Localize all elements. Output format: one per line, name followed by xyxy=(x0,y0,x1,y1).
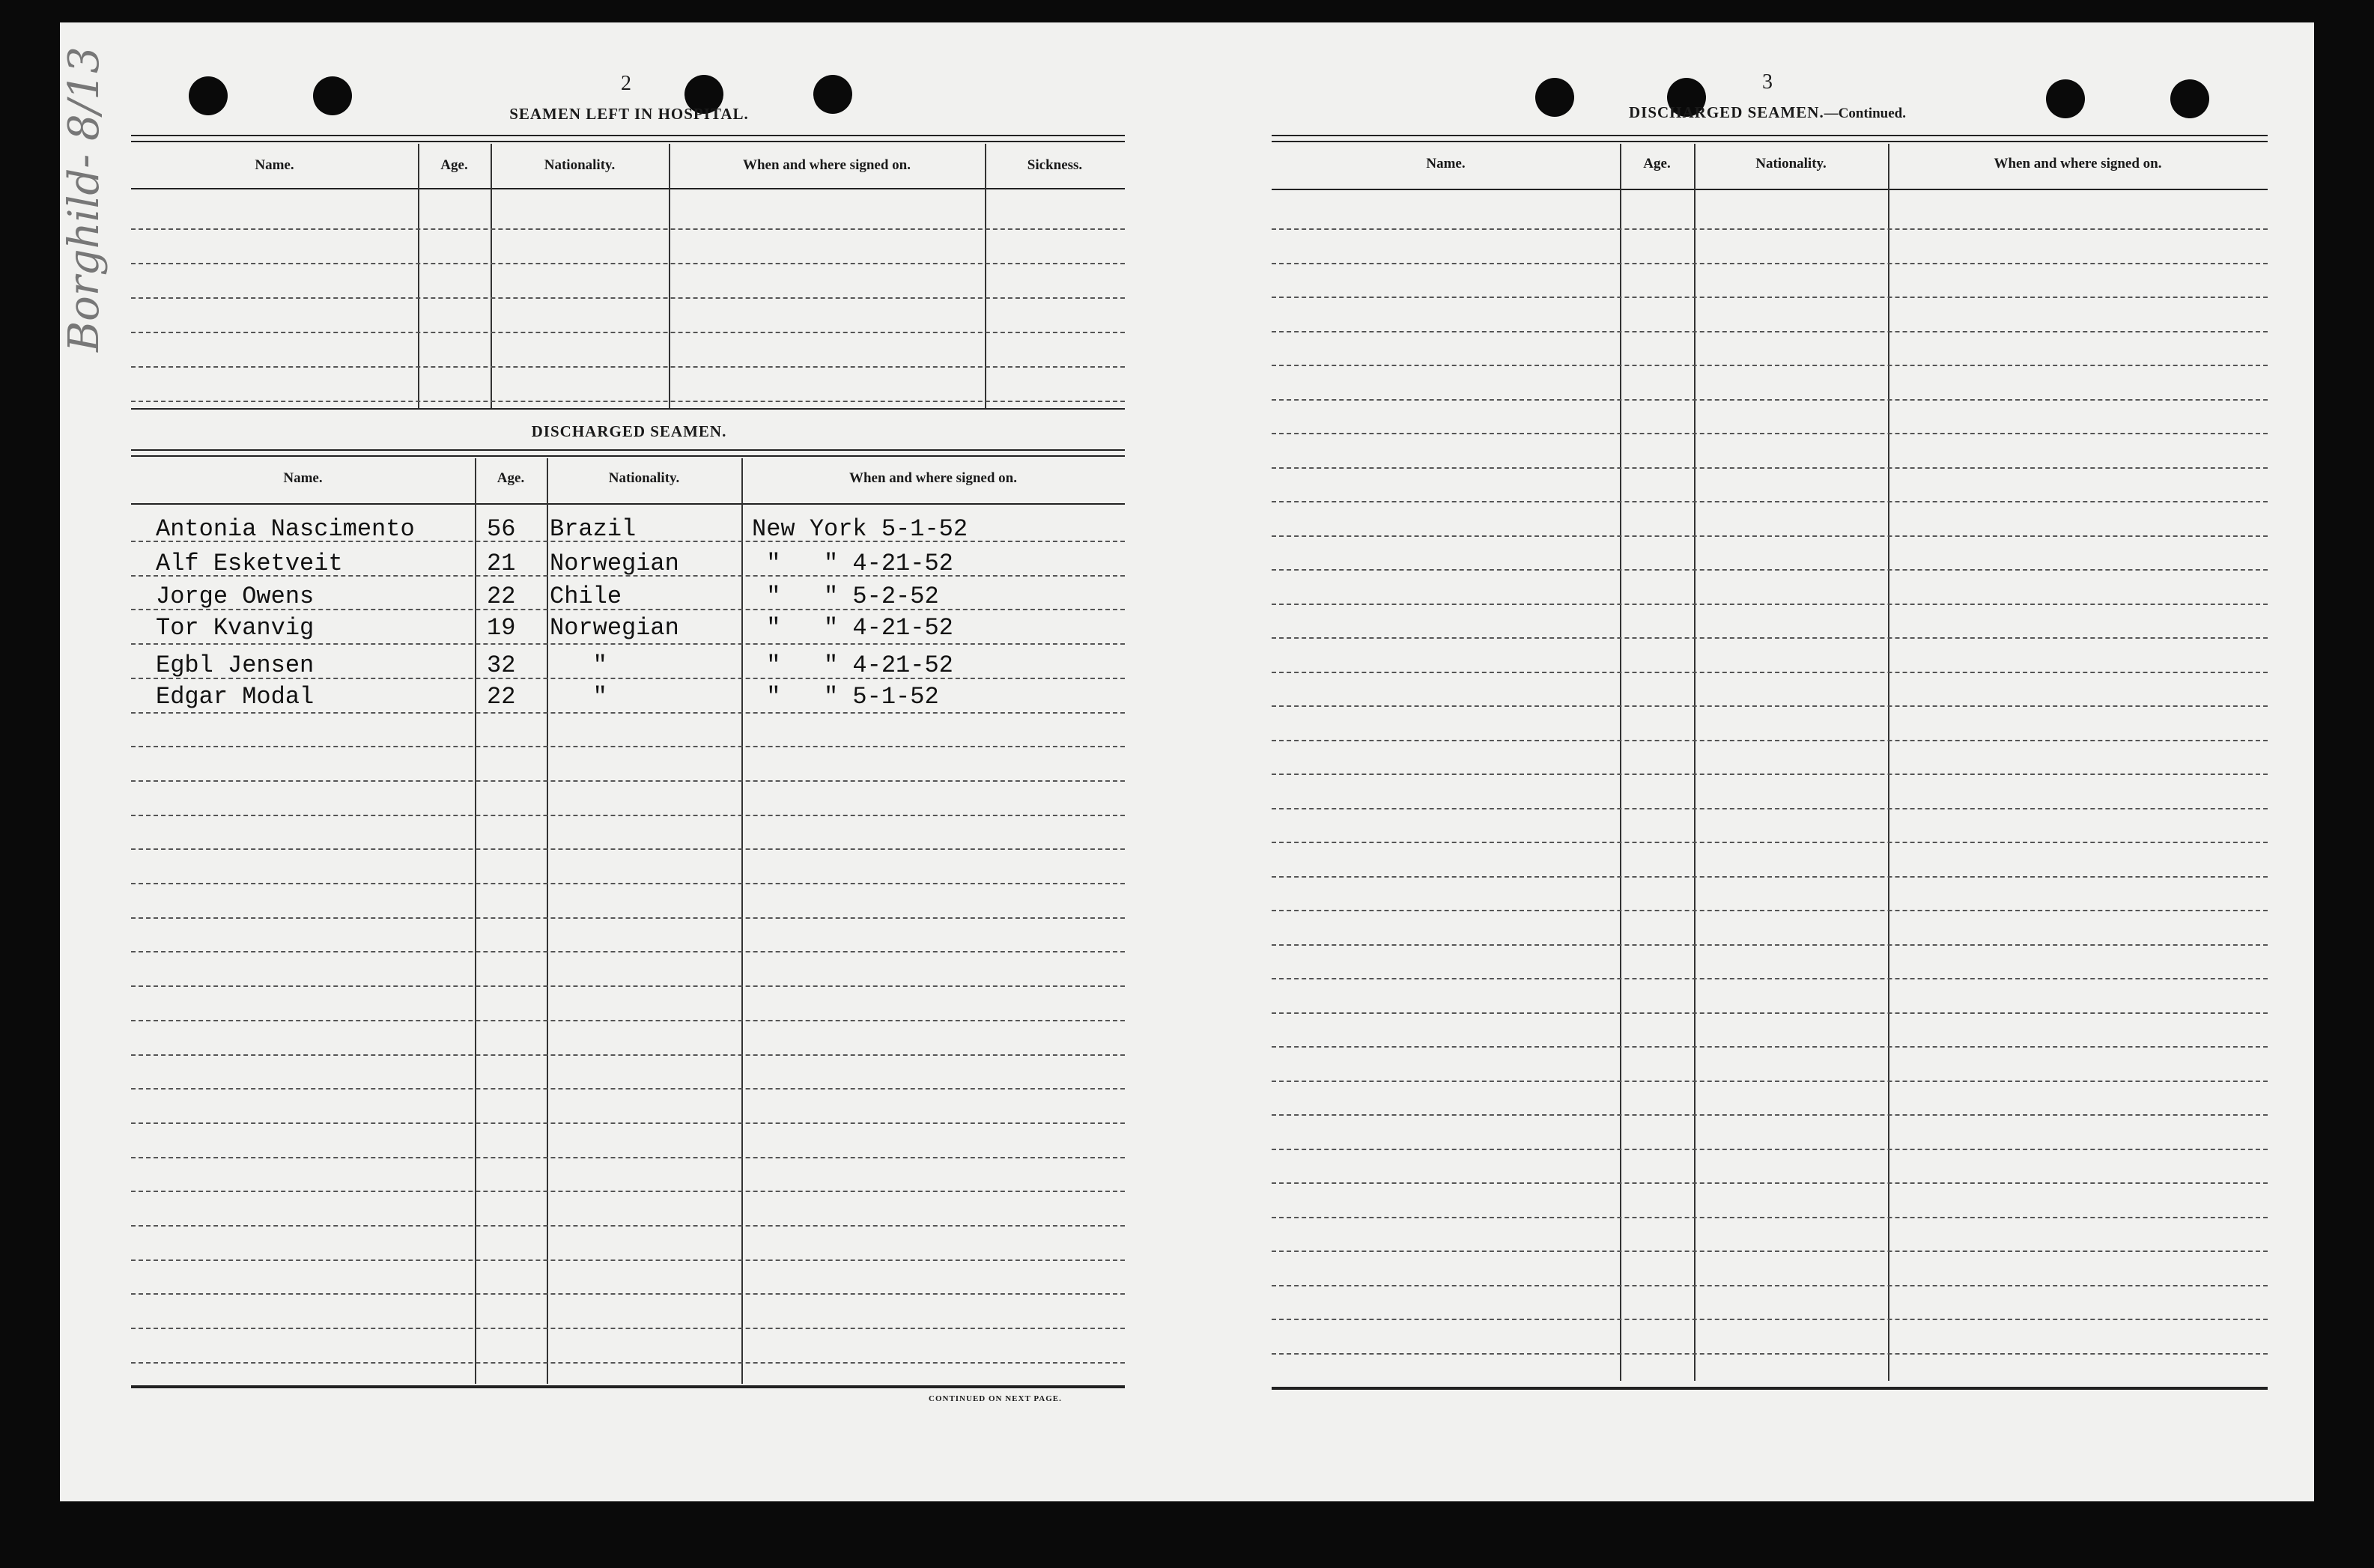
ruled-line xyxy=(1272,1353,2268,1355)
ruled-line xyxy=(131,401,1125,402)
ruled-line xyxy=(1272,569,2268,571)
ruled-line xyxy=(1272,1012,2268,1014)
hospital-col-sickness: Sickness. xyxy=(1027,157,1083,173)
ruled-line xyxy=(131,1191,1125,1192)
hospital-col-age: Age. xyxy=(440,157,468,173)
punch-hole xyxy=(313,76,352,115)
ruled-line xyxy=(131,297,1125,299)
ruled-line xyxy=(131,780,1125,782)
ruled-line xyxy=(1272,944,2268,946)
right-title-main: DISCHARGED SEAMEN. xyxy=(1629,103,1824,121)
ruled-line xyxy=(1272,501,2268,502)
discharged-section-title: DISCHARGED SEAMEN. xyxy=(531,422,727,440)
ruled-line xyxy=(131,228,1125,230)
seaman-age: 21 xyxy=(487,550,516,577)
hospital-section-title: SEAMEN LEFT IN HOSPITAL. xyxy=(509,105,749,123)
seaman-name: Tor Kvanvig xyxy=(156,614,315,642)
ruled-line xyxy=(1272,467,2268,469)
hospital-col-signed-on: When and where signed on. xyxy=(742,157,911,173)
seaman-age: 22 xyxy=(487,583,516,610)
ruled-line xyxy=(1272,535,2268,537)
ruled-line xyxy=(1272,1149,2268,1150)
ruled-line xyxy=(1272,365,2268,366)
ruled-line xyxy=(1272,263,2268,264)
ruled-line xyxy=(131,1157,1125,1158)
ruled-line xyxy=(1272,1046,2268,1048)
seaman-signed-on: " " 5-2-52 xyxy=(752,583,939,610)
ruled-line xyxy=(1272,978,2268,979)
seaman-signed-on: " " 4-21-52 xyxy=(752,550,953,577)
right-title-suffix: —Continued. xyxy=(1824,106,1906,121)
ruled-line xyxy=(131,951,1125,952)
punch-hole xyxy=(813,75,852,114)
ruled-line xyxy=(1272,1081,2268,1082)
ruled-line xyxy=(1272,1217,2268,1218)
seaman-name: Edgar Modal xyxy=(156,683,315,711)
ruled-line xyxy=(131,1225,1125,1227)
seaman-signed-on: " " 4-21-52 xyxy=(752,614,953,642)
discharged-col-age: Age. xyxy=(497,470,525,486)
ruled-line xyxy=(131,1088,1125,1090)
ruled-line xyxy=(1272,672,2268,673)
ruled-line xyxy=(1272,774,2268,775)
seaman-name: Antonia Nascimento xyxy=(156,515,415,543)
right-col-name: Name. xyxy=(1426,156,1466,171)
seaman-signed-on: " " 4-21-52 xyxy=(752,651,953,679)
document-sheet xyxy=(60,22,2314,1501)
ruled-line xyxy=(1272,331,2268,332)
seaman-age: 19 xyxy=(487,614,516,642)
ruled-line xyxy=(131,643,1125,645)
ruled-line xyxy=(1272,399,2268,401)
ruled-line xyxy=(131,366,1125,368)
seaman-age: 22 xyxy=(487,683,516,711)
continued-footer: CONTINUED ON NEXT PAGE. xyxy=(929,1394,1062,1403)
ruled-line xyxy=(1272,297,2268,298)
right-col-nationality: Nationality. xyxy=(1755,156,1827,171)
ruled-line xyxy=(1272,1285,2268,1286)
page-number-right: 3 xyxy=(1762,70,1773,94)
ruled-line xyxy=(1272,740,2268,741)
punch-hole xyxy=(189,76,228,115)
seaman-nationality: " xyxy=(550,651,607,679)
ruled-line xyxy=(131,1293,1125,1295)
punch-hole xyxy=(2170,79,2209,118)
ruled-line xyxy=(131,263,1125,264)
ruled-line xyxy=(1272,1251,2268,1252)
ruled-line xyxy=(131,1259,1125,1261)
ruled-line xyxy=(1272,842,2268,843)
ruled-line xyxy=(131,1328,1125,1329)
ruled-line xyxy=(131,332,1125,333)
ruled-line xyxy=(131,1362,1125,1364)
ruled-line xyxy=(1272,637,2268,639)
ruled-line xyxy=(131,985,1125,987)
ruled-line xyxy=(1272,1182,2268,1184)
punch-hole xyxy=(2046,79,2085,118)
page-number-left: 2 xyxy=(621,72,631,95)
ruled-line xyxy=(131,815,1125,816)
seaman-nationality: Chile xyxy=(550,583,622,610)
margin-note: Borghild- 8/13 xyxy=(60,46,109,352)
seaman-age: 32 xyxy=(487,651,516,679)
ruled-line xyxy=(131,848,1125,850)
seaman-name: Alf Esketveit xyxy=(156,550,343,577)
ruled-line xyxy=(131,1054,1125,1056)
ruled-line xyxy=(1272,1319,2268,1320)
ruled-line xyxy=(131,712,1125,714)
ruled-line xyxy=(1272,808,2268,809)
hospital-col-name: Name. xyxy=(255,157,294,173)
ruled-line xyxy=(131,917,1125,919)
hospital-col-nationality: Nationality. xyxy=(544,157,616,173)
discharged-col-signed-on: When and where signed on. xyxy=(848,470,1017,486)
ruled-line xyxy=(1272,604,2268,605)
seaman-nationality: " xyxy=(550,683,607,711)
seaman-nationality: Brazil xyxy=(550,515,637,543)
ruled-line xyxy=(1272,433,2268,434)
ruled-line xyxy=(131,1020,1125,1021)
discharged-col-nationality: Nationality. xyxy=(608,470,680,486)
ruled-line xyxy=(131,883,1125,884)
right-col-age: Age. xyxy=(1643,156,1671,171)
seaman-name: Egbl Jensen xyxy=(156,651,315,679)
ruled-line xyxy=(131,1122,1125,1124)
ruled-line xyxy=(1272,228,2268,230)
seaman-age: 56 xyxy=(487,515,516,543)
ruled-line xyxy=(1272,910,2268,911)
punch-hole xyxy=(1535,78,1574,117)
ruled-line xyxy=(1272,876,2268,878)
ruled-line xyxy=(1272,705,2268,707)
right-section-title xyxy=(1573,103,1962,122)
ruled-line xyxy=(131,746,1125,747)
seaman-nationality: Norwegian xyxy=(550,550,679,577)
ruled-line xyxy=(1272,1114,2268,1116)
seaman-name: Jorge Owens xyxy=(156,583,315,610)
seaman-nationality: Norwegian xyxy=(550,614,679,642)
discharged-col-name: Name. xyxy=(283,470,323,486)
seaman-signed-on: " " 5-1-52 xyxy=(752,683,939,711)
right-col-signed-on: When and where signed on. xyxy=(1994,156,2162,171)
seaman-signed-on: New York 5-1-52 xyxy=(752,515,968,543)
